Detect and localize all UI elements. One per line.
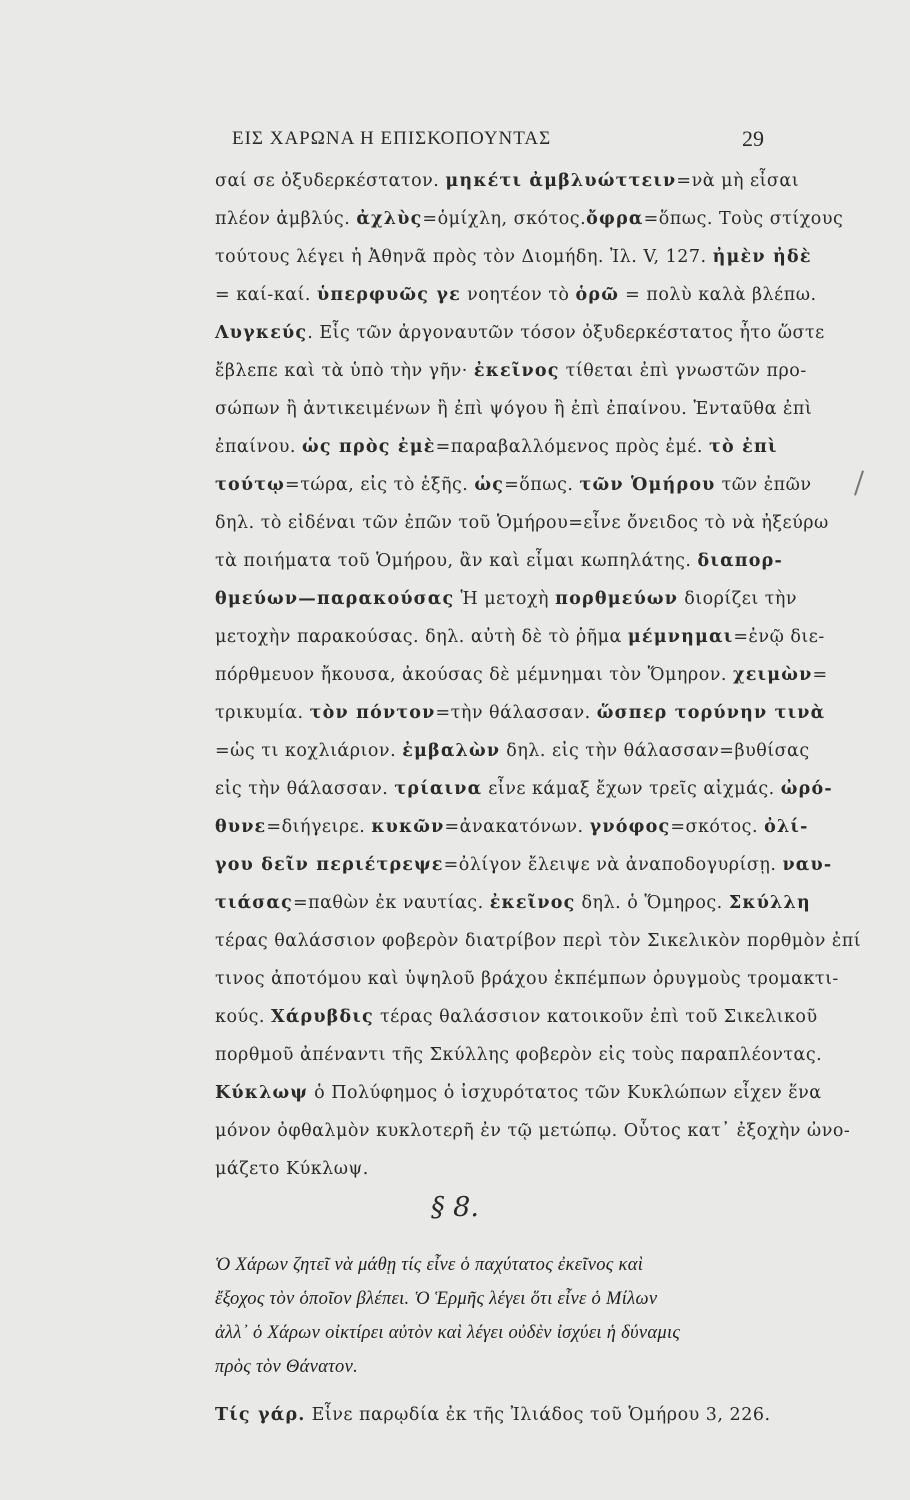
gloss-text: πορθμοῦ ἀπέναντι τῆς Σκύλλης φοβερὸν εἰς τοὺς παραπλέοντας. (215, 1045, 823, 1065)
text-line (215, 1074, 822, 1112)
gloss-text: σαί σε ὀξυδερκέστατον. (215, 171, 446, 191)
page-header (0, 126, 910, 156)
lemma-term: ἐκεῖνος (473, 361, 560, 381)
lemma-term: θμεύων—παρακούσας (215, 589, 455, 609)
lemma-term: ἠμὲν ἠδὲ (712, 247, 812, 267)
lemma-term: μηκέτι ἀμβλυώττειν (445, 171, 677, 191)
gloss-text: τῶν ἐπῶν (715, 475, 812, 495)
summary-line: Ὁ Χάρων ζητεῖ νὰ μάθῃ τίς εἶνε ὁ παχύτατος ἐκεῖνος καὶ (215, 1255, 644, 1275)
gloss-text: =ὁμίχλη, σκότος. (422, 209, 587, 229)
lemma-term: ὠρό- (780, 779, 833, 799)
gloss-text: . Εἷς τῶν ἀργοναυτῶν τόσον ὀξυδερκέστατος ἦτο ὥστε (307, 323, 825, 343)
text-line (215, 998, 818, 1036)
text-line (215, 162, 800, 200)
text-line (215, 1112, 851, 1150)
gloss-text: μετοχὴν παρακούσας. δηλ. αὐτὴ δὲ τὸ ῥῆμα (215, 627, 628, 647)
gloss-text: = πολὺ καλὰ βλέπω. (619, 285, 817, 305)
gloss-text: μάζετο Κύκλωψ. (215, 1159, 369, 1179)
text-line (215, 390, 813, 428)
text-line (215, 732, 810, 770)
text-line (215, 618, 825, 656)
text-line (215, 466, 812, 504)
text-line (215, 656, 828, 694)
text-line (215, 314, 825, 352)
lemma-term: ὀλί- (764, 817, 809, 837)
gloss-text: =διήγειρε. (266, 817, 372, 837)
summary-line: πρὸς τὸν Θάνατον. (215, 1357, 359, 1377)
lemma-term: ἀχλὺς (356, 209, 423, 229)
gloss-text: =τὴν θάλασσαν. (435, 703, 597, 723)
text-line (215, 542, 795, 580)
text-line (215, 1036, 823, 1074)
gloss-text: τέρας θαλάσσιον κατοικοῦν ἐπὶ τοῦ Σικελικοῦ (373, 1007, 818, 1027)
text-line (215, 276, 817, 314)
text-line (215, 428, 795, 466)
gloss-text: εἰς τὴν θάλασσαν. (215, 779, 395, 799)
text-line (215, 238, 812, 276)
text-line (215, 808, 809, 846)
gloss-text: =ὅπως. (504, 475, 580, 495)
lemma-term: ὄφρα (586, 209, 644, 229)
gloss-text: ὁ Πολύφημος ὁ ἰσχυρότατος τῶν Κυκλώπων εἶχεν ἕνα (308, 1083, 822, 1103)
text-line (215, 580, 798, 618)
commentary-notes (215, 162, 862, 1188)
section-summary (215, 1248, 815, 1384)
gloss-text: νοητέον τὸ (461, 285, 576, 305)
lemma-term: γου δεῖν περιέτρεψε (215, 855, 444, 875)
gloss-text: διορίζει τὴν (678, 589, 798, 609)
gloss-text: κούς. (215, 1007, 272, 1027)
lemma-term: γνόφος (589, 817, 671, 837)
text-line (215, 1150, 795, 1188)
gloss-text: ἐπαίνου. (215, 437, 303, 457)
lemma-term: ἐκεῖνος (489, 893, 576, 913)
lemma-term: θυνε (215, 817, 267, 837)
gloss-text: δηλ. ὁ Ὅμηρος. (575, 893, 729, 913)
gloss-text: =ὡς τι κοχλιάριον. (215, 741, 403, 761)
margin-mark (854, 470, 864, 495)
lemma-term: ὥσπερ τορύνην τινὰ (596, 703, 826, 723)
gloss-text: =ἀνακατόνων. (444, 817, 590, 837)
gloss-text: τούτους λέγει ἡ Ἀθηνᾶ πρὸς τὸν Διομήδη. Ἰλ. V, 127. (215, 247, 713, 267)
gloss-text: =νὰ μὴ εἶσαι (676, 171, 800, 191)
lemma-term: ἐμβαλὼν (402, 741, 501, 761)
lemma-term: κυκῶν (371, 817, 445, 837)
text-line (215, 200, 844, 238)
text-line (215, 846, 833, 884)
summary-line: ἔξοχος τὸν ὁποῖον βλέπει. Ὁ Ἑρμῆς λέγει ὅτι εἶνε ὁ Μίλων (215, 1289, 658, 1309)
text-line (215, 770, 833, 808)
text-line (215, 1396, 815, 1434)
text-line (215, 694, 826, 732)
gloss-text: τέρας θαλάσσιον φοβερὸν διατρίβον περὶ τὸν Σικελικὸν πορθμὸν ἐπί (215, 931, 862, 951)
gloss-text: =ὅπως. Τοὺς στίχους (643, 209, 844, 229)
text-line (215, 504, 829, 542)
lemma-term: τρίαινα (394, 779, 483, 799)
lemma-term: χειμὼν (733, 665, 813, 685)
gloss-text: πόρθμευον ἤκουσα, ἀκούσας δὲ μέμνημαι τὸν Ὅμηρον. (215, 665, 733, 685)
lemma-term: Τίς γάρ. (215, 1405, 306, 1425)
gloss-text: τινος ἀποτόμου καὶ ὑψηλοῦ βράχου ἐκπέμπων ὀρυγμοὺς τρομακτι- (215, 969, 839, 989)
gloss-text: =τώρα, εἰς τὸ ἑξῆς. (285, 475, 475, 495)
lemma-term: ὑπερφυῶς γε (317, 285, 462, 305)
gloss-text: =σκότος. (670, 817, 765, 837)
lemma-term: Λυγκεύς (215, 323, 308, 343)
lemma-term: ὡς (474, 475, 505, 495)
gloss-text: =ἐνῷ διε- (733, 627, 825, 647)
running-head: ΕΙΣ ΧΑΡΩΝΑ Η ΕΠΙΣΚΟΠΟΥΝΤΑΣ (232, 128, 552, 149)
lemma-term: Χάρυβδις (271, 1007, 374, 1027)
gloss-text: δηλ. τὸ εἰδέναι τῶν ἐπῶν τοῦ Ὁμήρου=εἶνε ὄνειδος τὸ νὰ ἠξεύρω (215, 513, 829, 533)
text-line (215, 922, 862, 960)
gloss-text: σώπων ἢ ἀντικειμένων ἢ ἐπὶ ψόγου ἢ ἐπὶ ἐπαίνου. Ἐνταῦθα ἐπὶ (215, 399, 813, 419)
gloss-text: Εἶνε παρῳδία ἐκ τῆς Ἰλιάδος τοῦ Ὁμήρου 3, 226. (305, 1405, 771, 1425)
lemma-term: Κύκλωψ (215, 1083, 309, 1103)
lemma-term: πορθμεύων (555, 589, 679, 609)
gloss-text: ἔβλεπε καὶ τὰ ὑπὸ τὴν γῆν· (215, 361, 474, 381)
gloss-text: τρικυμία. (215, 703, 310, 723)
gloss-text: τὰ ποιήματα τοῦ Ὁμήρου, ἂν καὶ εἶμαι κωπηλάτης. (215, 551, 698, 571)
lemma-term: ὡς πρὸς ἐμὲ (302, 437, 436, 457)
gloss-text: εἶνε κάμαξ ἔχων τρεῖς αἰχμάς. (482, 779, 781, 799)
gloss-text: = καί-καί. (215, 285, 317, 305)
lemma-term: τούτῳ (215, 475, 286, 495)
lemma-term: τιάσας (215, 893, 293, 913)
lemma-term: τῶν Ὁμήρου (579, 475, 716, 495)
summary-line: ἀλλ᾽ ὁ Χάρων οἰκτίρει αὐτὸν καὶ λέγει οὐδὲν ἰσχύει ἡ δύναμις (215, 1323, 681, 1343)
gloss-text: πλέον ἀμβλύς. (215, 209, 357, 229)
text-line (215, 352, 807, 390)
lemma-term: διαπορ- (697, 551, 783, 571)
gloss-text: μόνον ὀφθαλμὸν κυκλοτερῆ ἐν τῷ μετώπῳ. Οὗτος κατ᾽ ἐξοχὴν ὠνο- (215, 1121, 851, 1141)
gloss-text: =ὀλίγον ἔλειψε νὰ ἀναποδογυρίσῃ. (443, 855, 783, 875)
text-line (215, 884, 811, 922)
gloss-text: Ἡ μετοχὴ (454, 589, 556, 609)
gloss-text: = (812, 665, 828, 685)
lemma-term: τὸν πόντον (309, 703, 436, 723)
page-number: 29 (742, 126, 764, 151)
gloss-text: =παραβαλλόμενος πρὸς ἐμέ. (435, 437, 709, 457)
text-line (215, 960, 839, 998)
gloss-text: =παθὼν ἐκ ναυτίας. (292, 893, 490, 913)
gloss-text: τίθεται ἐπὶ γνωστῶν προ- (559, 361, 807, 381)
section-heading: § 8. (431, 1192, 479, 1223)
lemma-term: ὁρῶ (575, 285, 620, 305)
lemma-term: τὸ ἐπὶ (708, 437, 778, 457)
lemma-term: μέμνημαι (627, 627, 734, 647)
final-note (215, 1396, 815, 1434)
lemma-term: ναυ- (782, 855, 833, 875)
gloss-text: δηλ. εἰς τὴν θάλασσαν=βυθίσας (500, 741, 810, 761)
lemma-term: Σκύλλη (728, 893, 811, 913)
